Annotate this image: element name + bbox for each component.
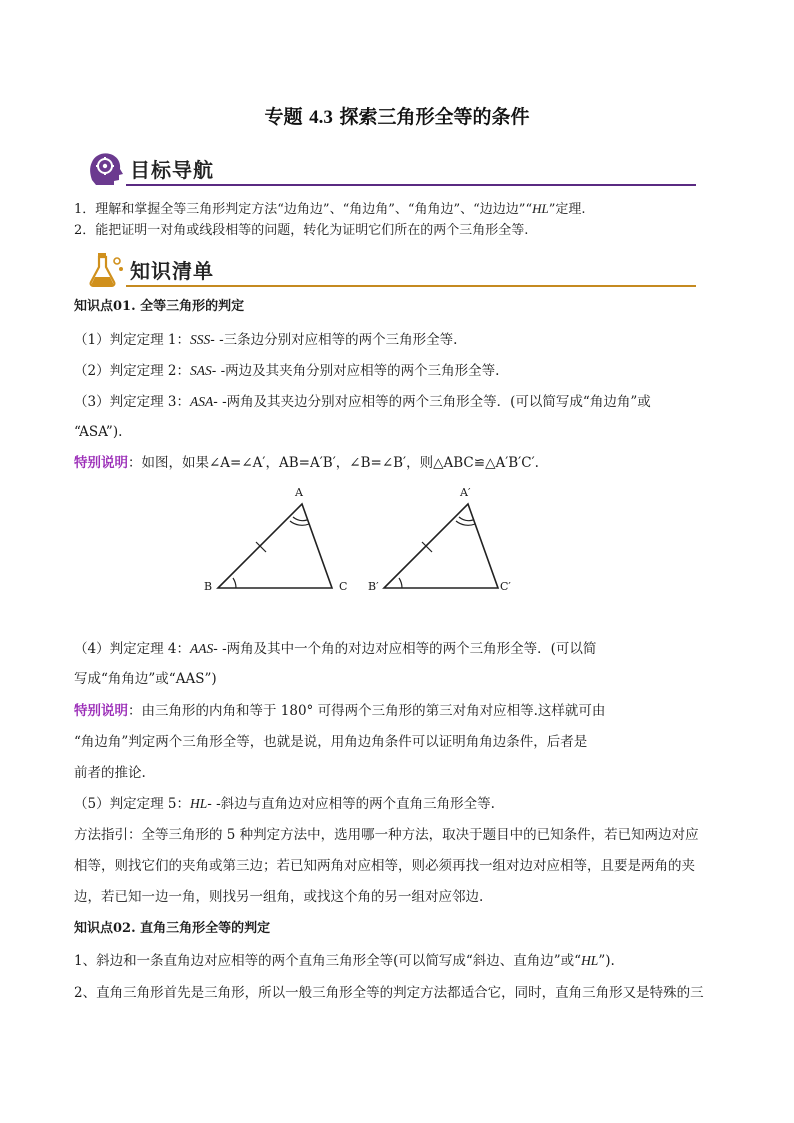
method-guide-line1: 方法指引：全等三角形的 5 种判定方法中，选用哪一种方法，取决于题目中的已知条件，若已知两边对应 [74,827,699,843]
label-A-prime: A′ [460,486,471,499]
triangles-figure [196,482,526,602]
special-note-2-line3: 前者的推论. [74,765,146,781]
knowledge-banner-label: 知识清单 [130,259,214,283]
kp2-paragraph-2: 2、直角三角形首先是三角形，所以一般三角形全等的判定方法都适合它，同时，直角三角形又是特殊的三 [74,985,704,1001]
goals-banner-label: 目标导航 [130,158,214,182]
goal-1: 1．理解和掌握全等三角形判定方法“边角边”、“角边角”、“角角边”、“边边边”“HL”定理. [74,201,586,217]
label-B: B [204,580,213,593]
flask-icon [86,251,126,287]
knowledge-banner [86,251,696,287]
goals-banner [86,150,696,186]
label-A: A [295,486,303,499]
label-C: C [339,580,348,593]
knowledge-banner-rule [126,285,696,287]
kp1-heading: 知识点01. 全等三角形的判定 [74,299,245,314]
theorem-5: （5）判定定理 5：HL- -斜边与直角边对应相等的两个直角三角形全等. [74,796,495,812]
theorem-4-cont: 写成“角角边”或“AAS”) [74,671,217,687]
title-number: 4.3 [309,107,333,128]
goals-banner-rule [126,184,696,186]
theorem-3-cont: “ASA”). [74,424,123,440]
kp2-paragraph-1: 1、斜边和一条直角边对应相等的两个直角三角形全等(可以简写成“斜边、直角边”或“HL”). [74,953,615,969]
method-guide-line3: 边，若已知一边一角，则找另一组角，或找这个角的另一组对应邻边. [74,889,484,905]
theorem-1: （1）判定定理 1：SSS- -三条边分别对应相等的两个三角形全等. [74,332,458,348]
label-C-prime: C′ [500,580,511,593]
goal-2: 2．能把证明一对角或线段相等的问题，转化为证明它们所在的两个三角形全等. [74,223,529,238]
kp2-heading: 知识点02. 直角三角形全等的判定 [74,921,271,936]
page-title [0,102,794,129]
special-note-2: 特别说明：由三角形的内角和等于 180° 可得两个三角形的第三对角对应相等.这样就可由 [74,703,606,719]
label-B-prime: B′ [368,580,379,593]
theorem-2: （2）判定定理 2：SAS- -两边及其夹角分别对应相等的两个三角形全等. [74,363,500,379]
special-note-1: 特别说明：如图，如果∠A=∠A′，AB=A′B′，∠B=∠B′，则△ABC≌△A′B′C′. [74,455,539,471]
triangle-a-prime [384,504,498,588]
title-text: 探索三角形全等的条件 [339,106,530,128]
title-prefix: 专题 [264,106,303,128]
special-note-2-line2: “角边角”判定两个三角形全等，也就是说，用角边角条件可以证明角角边条件，后者是 [74,734,588,750]
triangle-abc [218,504,332,588]
theorem-4: （4）判定定理 4：AAS- -两角及其中一个角的对边对应相等的两个三角形全等．(可以简 [74,641,597,657]
brain-head-icon [86,150,126,186]
method-guide-line2: 相等，则找它们的夹角或第三边；若已知两角对应相等，则必须再找一组对边对应相等，且要是两角的夹 [74,858,695,874]
theorem-3: （3）判定定理 3：ASA- -两角及其夹边分别对应相等的两个三角形全等．(可以简写成“角边角”或 [74,394,651,410]
